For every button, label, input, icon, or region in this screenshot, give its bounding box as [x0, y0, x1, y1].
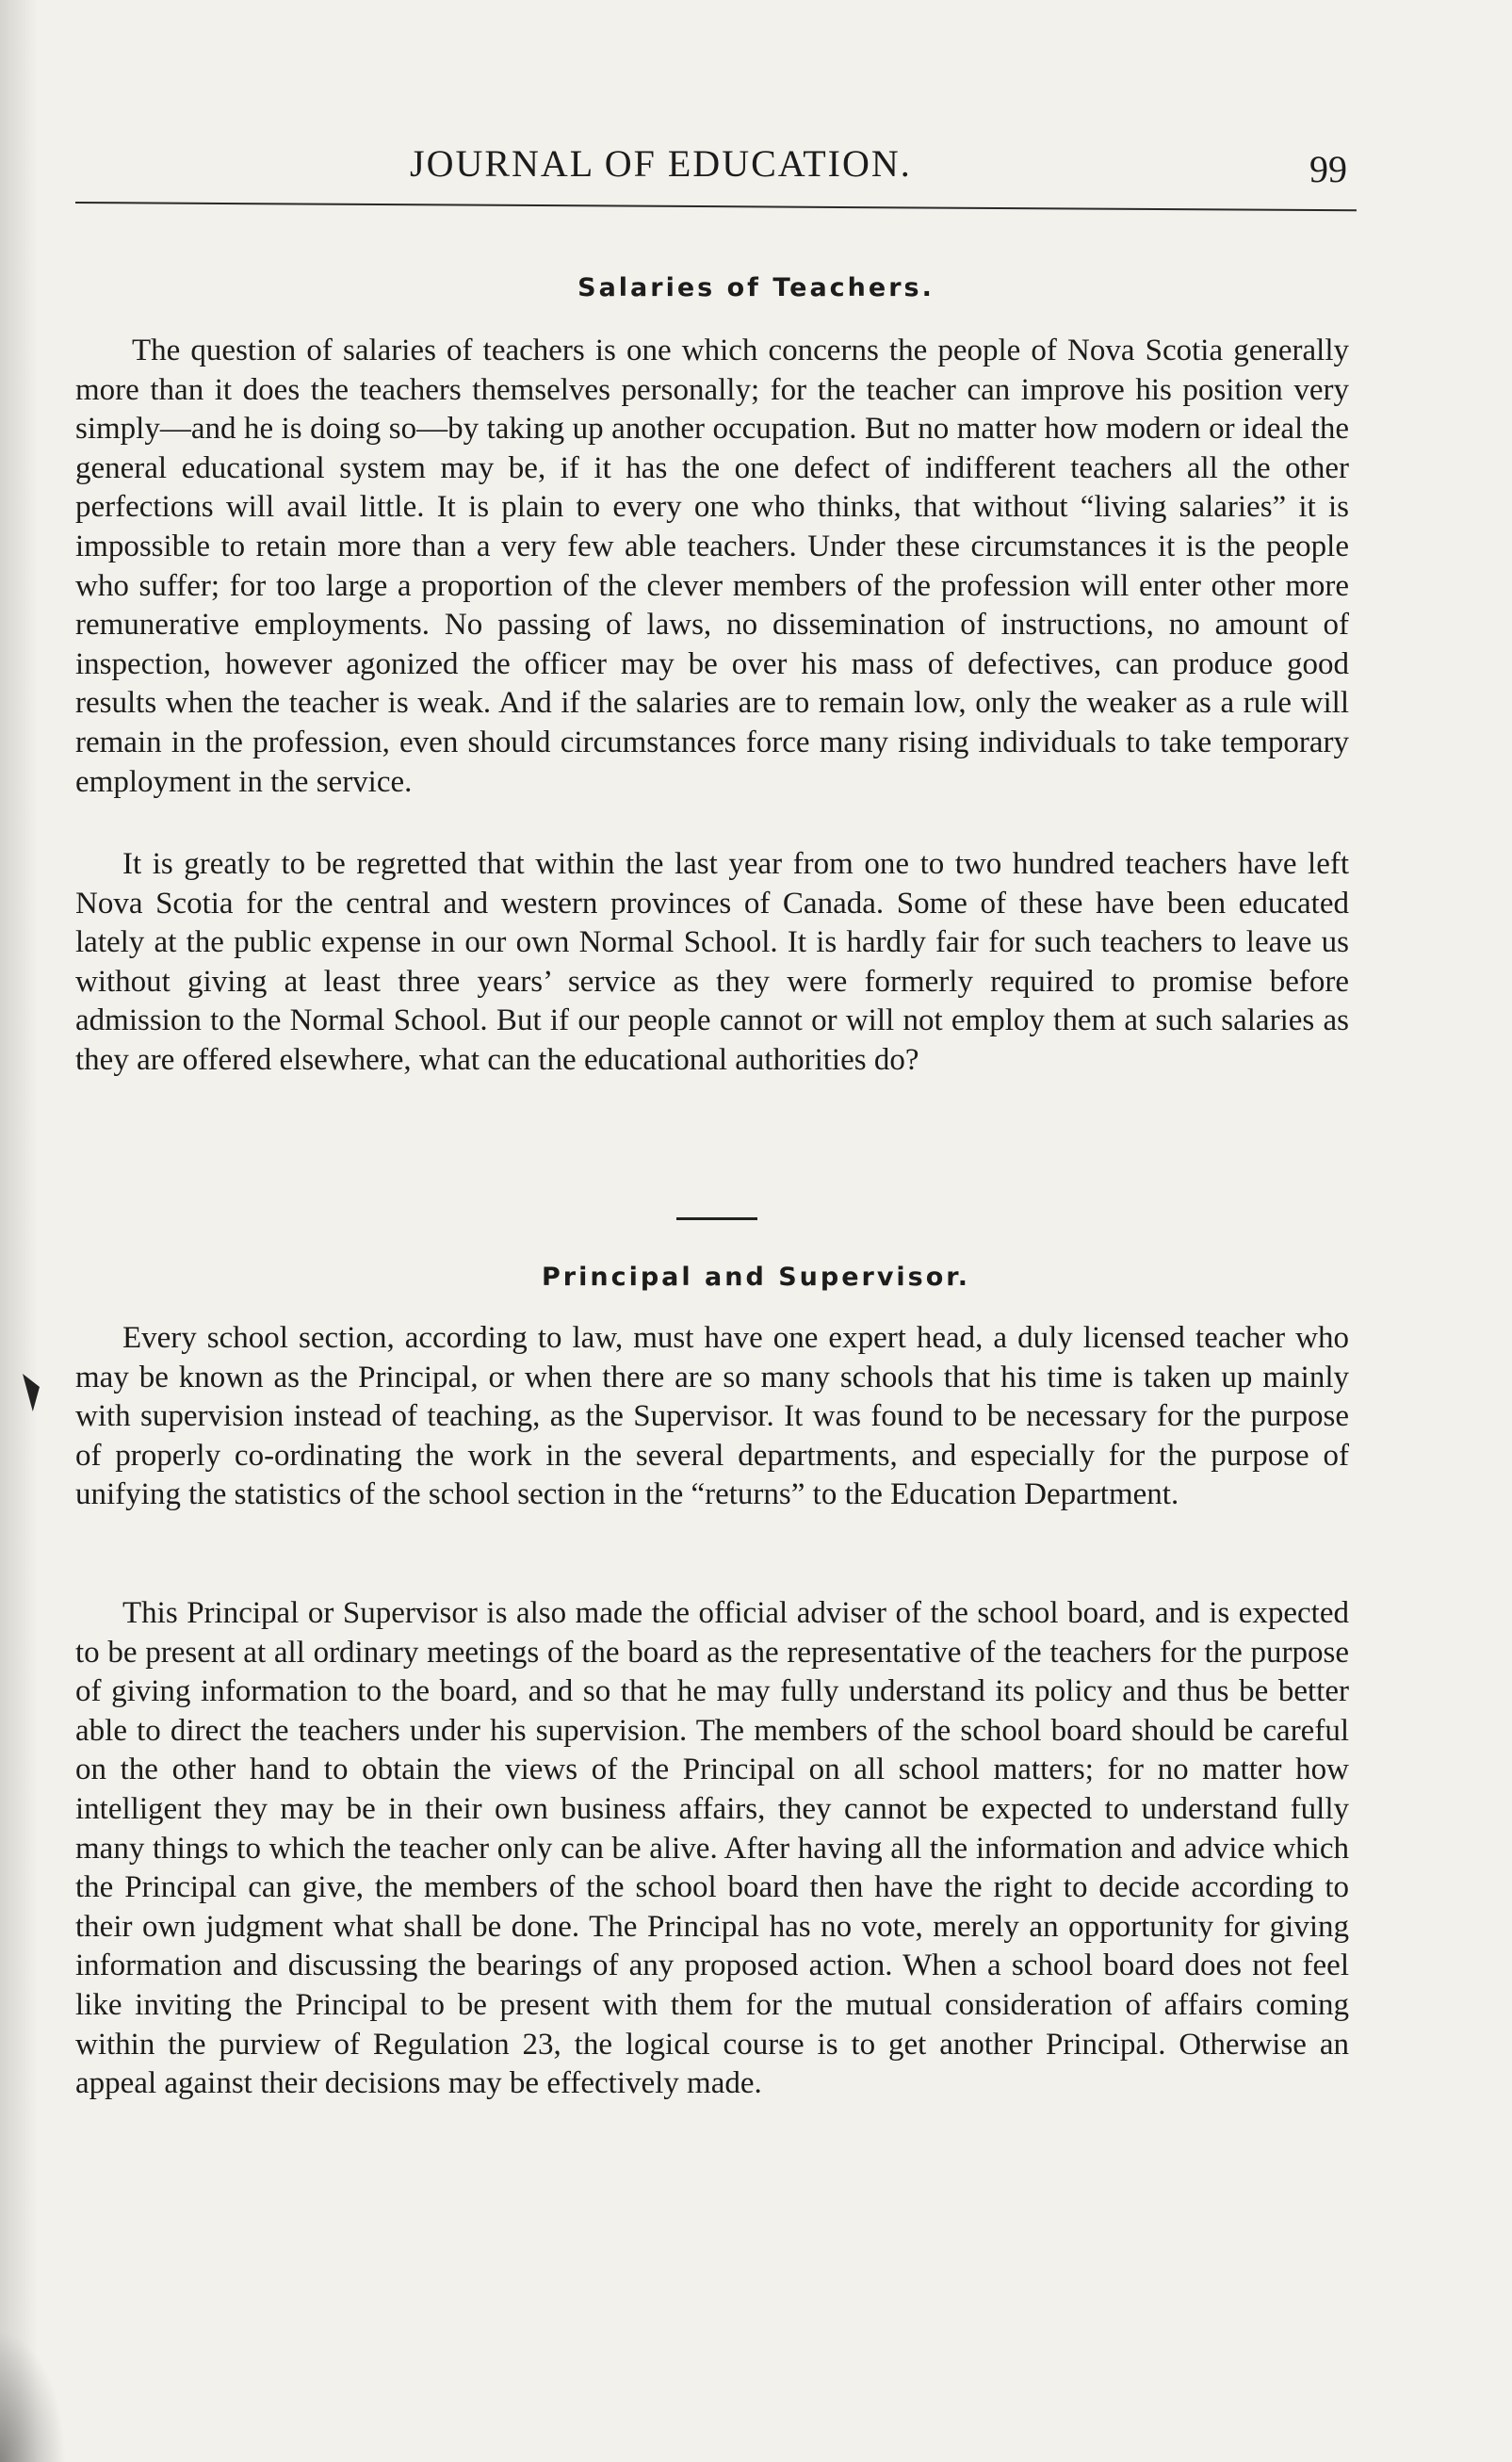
page-number: 99 — [1309, 148, 1347, 190]
header-rule — [75, 202, 1357, 211]
journal-title: JOURNAL OF EDUCATION. — [410, 142, 912, 185]
corner-smudge — [0, 2330, 66, 2462]
page-edge-shadow — [0, 0, 38, 2462]
section-heading-principal: Principal and Supervisor. — [541, 1263, 971, 1292]
paragraph-principal-2: This Principal or Supervisor is also made the official adviser of the school board, and is expected to be present at all ordinary meetings of the board as the representative of the teachers for the purpose of giving information to the board, and so that he may fully understand its policy and thus be better able to direct the teachers under his supervision. The members of the school board should be careful on the other hand to obtain the views of the Principal on all school matters; for no matter how intelligent they may be in their own business affairs, they cannot be expected to understand fully many things to which the teacher only can be alive. After having all the information and advice which the Principal can give, the members of the school board then have the right to decide according to their own judgment what shall be done. The Principal has no vote, merely an opportunity for giving information and discussing the bearings of any proposed action. When a school board does not feel like inviting the Principal to be present with them for the mutual consideration of affairs coming within the purview of Regulation 23, the logical course is to get another Principal. Otherwise an appeal against their decisions may be effectively made. — [75, 1596, 1349, 2101]
running-head — [75, 141, 1347, 198]
section-heading-salaries: Salaries of Teachers. — [577, 273, 935, 302]
paragraph-salaries-1: The question of salaries of teachers is one which concerns the people of Nova Scotia generally more than it does the teachers themselves personally; for the teacher can improve his position very simply—and he is doing so—by taking up another occupation. But no matter how modern or ideal the general educational system may be, if it has the one defect of indifferent teachers all the other perfections will avail little. It is plain to every one who thinks, that without “living salaries” it is impossible to retain more than a very few able teachers. Under these circumstances it is the people who suffer; for too large a proportion of the clever members of the profession will enter other more remunerative employments. No passing of laws, no dissemination of instructions, no amount of inspection, however agonized the officer may be over his mass of defectives, can produce good results when the teacher is weak. And if the salaries are to remain low, only the weaker as a rule will remain in the profession, even should circumstances force many rising individuals to take temporary employment in the service. — [75, 334, 1349, 799]
paragraph-principal-1: Every school section, according to law, must have one expert head, a duly licensed teacher who may be known as the Principal, or when there are so many schools that his time is taken up mainly with supervision instead of teaching, as the Supervisor. It was found to be necessary for the purpose of properly co-ordinating the work in the several departments, and especially for the purpose of unifying the statistics of the school section in the “returns” to the Education Department. — [75, 1321, 1349, 1512]
paragraph-salaries-2: It is greatly to be regretted that within the last year from one to two hundred teachers have left Nova Scotia for the central and western provinces of Canada. Some of these have been educated lately at the public expense in our own Normal School. It is hardly fair for such teachers to leave us without giving at least three years’ service as they were formerly required to promise before admission to the Normal School. But if our people cannot or will not employ them at such salaries as they are offered elsewhere, what can the educational authorities do? — [75, 847, 1349, 1077]
section-divider — [676, 1217, 757, 1220]
